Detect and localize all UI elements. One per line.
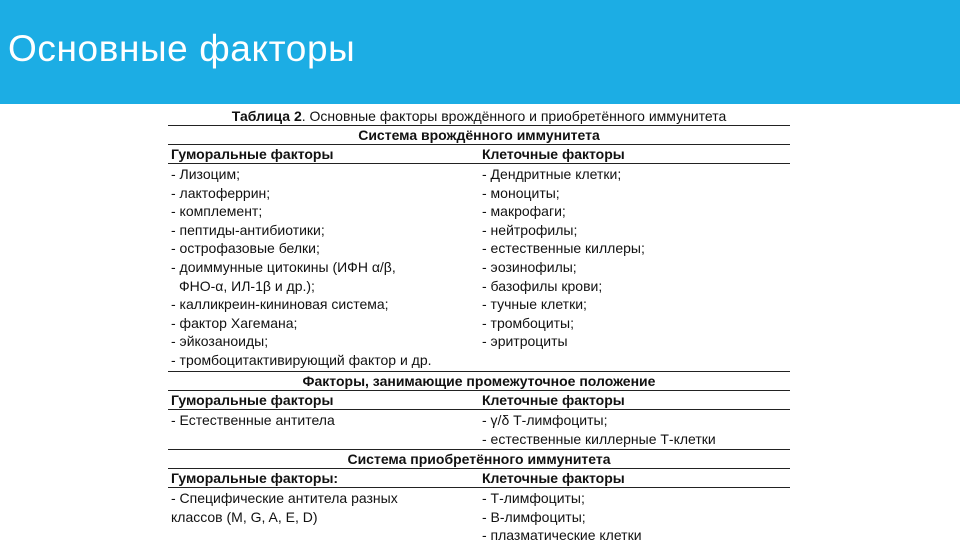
cellular-factors-list xyxy=(480,165,790,371)
list-item: - макрофаги; xyxy=(482,203,566,220)
section-intermediate-rows xyxy=(168,410,790,450)
list-item: - тромбоцитактивирующий фактор и др. xyxy=(171,351,432,368)
list-item: - тучные клетки; xyxy=(482,296,587,313)
list-item: классов (M, G, A, E, D) xyxy=(171,508,318,525)
section-innate-column-headers xyxy=(168,145,790,164)
column-header-cellular: Клеточные факторы xyxy=(482,470,625,486)
list-item: - базофилы крови; xyxy=(482,277,603,294)
slide-title: Основные факторы xyxy=(8,28,356,69)
list-item: - Естественные антитела xyxy=(171,412,335,428)
list-item: - Дендритные клетки; xyxy=(482,166,622,182)
cellular-factors-list xyxy=(480,489,790,545)
section-intermediate-column-headers xyxy=(168,391,790,410)
column-header-cellular: Клеточные факторы xyxy=(482,392,625,408)
list-item: - моноциты; xyxy=(482,184,560,201)
column-header-humoral: Гуморальные факторы xyxy=(171,392,334,408)
immunity-factors-table xyxy=(168,107,790,545)
humoral-factors-list xyxy=(168,489,480,545)
section-adaptive-column-headers xyxy=(168,469,790,488)
list-item: - Специфические антитела разных xyxy=(171,490,398,506)
list-item: - эозинофилы; xyxy=(482,258,577,275)
list-item: - γ/δ Т-лимфоциты; xyxy=(482,412,608,428)
humoral-factors-list xyxy=(168,165,480,371)
list-item: - пептиды-антибиотики; xyxy=(171,221,325,238)
slide-header xyxy=(0,0,960,104)
humoral-factors-list xyxy=(168,411,480,449)
list-item: - лактоферрин; xyxy=(171,184,271,201)
section-title-innate: Система врождённого иммунитета xyxy=(168,126,790,145)
list-item: - фактор Хагемана; xyxy=(171,314,298,331)
column-header-cellular: Клеточные факторы xyxy=(482,146,625,162)
section-adaptive-rows xyxy=(168,488,790,545)
column-header-humoral: Гуморальные факторы: xyxy=(171,470,339,486)
section-innate-rows xyxy=(168,164,790,372)
list-item: - В-лимфоциты; xyxy=(482,508,586,525)
list-item: - калликреин-кининовая система; xyxy=(171,296,389,313)
table-caption xyxy=(168,107,790,126)
list-item: - Лизоцим; xyxy=(171,166,240,182)
list-item: ФНО-α, ИЛ-1β и др.); xyxy=(179,277,315,294)
column-header-humoral: Гуморальные факторы xyxy=(171,146,334,162)
list-item: - тромбоциты; xyxy=(482,314,575,331)
section-title-adaptive: Система приобретённого иммунитета xyxy=(168,450,790,469)
list-item: - эйкозаноиды; xyxy=(171,333,269,350)
list-item: - эритроциты xyxy=(482,333,568,350)
list-item: - естественные киллерные Т-клетки xyxy=(482,430,716,447)
list-item: - острофазовые белки; xyxy=(171,240,320,257)
table-caption-number: Таблица 2 xyxy=(231,108,302,124)
list-item: - плазматические клетки xyxy=(482,527,642,544)
list-item: - естественные киллеры; xyxy=(482,240,645,257)
section-title-intermediate: Факторы, занимающие промежуточное положение xyxy=(168,372,790,391)
table-caption-text: . Основные факторы врождённого и приобретённого иммунитета xyxy=(301,108,727,124)
list-item: - нейтрофилы; xyxy=(482,221,578,238)
list-item: - доиммунные цитокины (ИФН α/β, xyxy=(171,258,396,275)
list-item: - комплемент; xyxy=(171,203,263,220)
cellular-factors-list xyxy=(480,411,790,449)
list-item: - Т-лимфоциты; xyxy=(482,490,585,506)
